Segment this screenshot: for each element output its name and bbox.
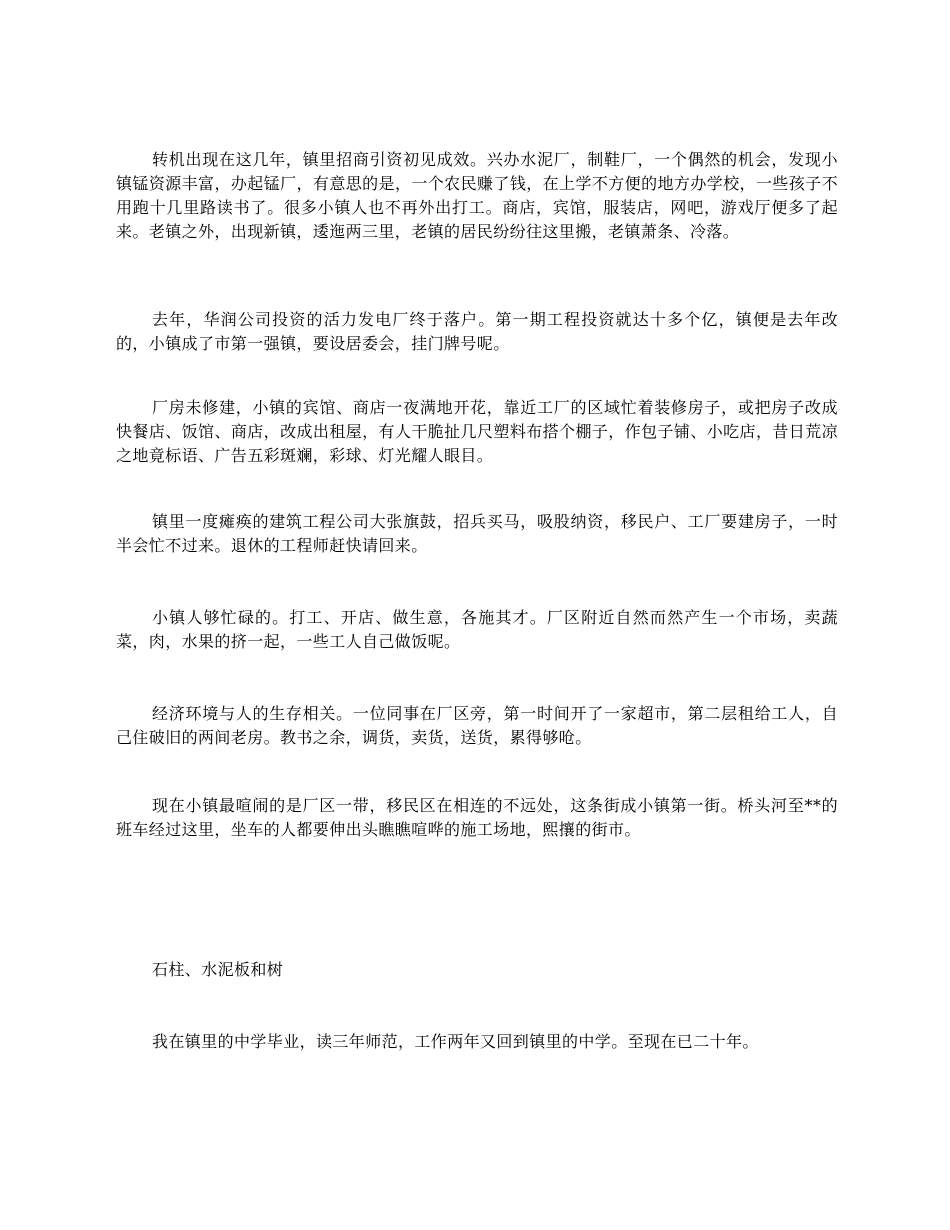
paragraph-3: 厂房未修建，小镇的宾馆、商店一夜满地开花，靠近工厂的区域忙着装修房子，或把房子改成快餐店、饭馆、商店，改成出租屋，有人干脆扯几尺塑料布搭个棚子，作包子铺、小吃店，昔日荒凉之地竟标语、广告五彩斑斓，彩球、灯光耀人眼目。 — [116, 398, 838, 465]
paragraph-1: 转机出现在这几年，镇里招商引资初见成效。兴办水泥厂，制鞋厂，一个偶然的机会，发现小镇锰资源丰富，办起锰厂，有意思的是，一个农民赚了钱，在上学不方便的地方办学校，一些孩子不用跑十几里路读书了。很多小镇人也不再外出打工。商店，宾馆，服装店，网吧，游戏厅便多了起来。老镇之外，出现新镇，逶迤两三里，老镇的居民纷纷往这里搬，老镇萧条、冷落。 — [116, 150, 838, 241]
paragraph-6: 经济环境与人的生存相关。一位同事在厂区旁，第一时间开了一家超市，第二层租给工人，自己住破旧的两间老房。教书之余，调货，卖货，送货，累得够呛。 — [116, 704, 838, 747]
paragraph-7: 现在小镇最喧闹的是厂区一带，移民区在相连的不远处，这条街成小镇第一街。桥头河至**的班车经过这里，坐车的人都要伸出头瞧瞧喧哗的施工场地，熙攘的街市。 — [116, 796, 838, 839]
section-heading: 石柱、水泥板和树 — [152, 960, 284, 979]
paragraph-2: 去年，华润公司投资的活力发电厂终于落户。第一期工程投资就达十多个亿，镇便是去年改的，小镇成了市第一强镇，要设居委会，挂门牌号呢。 — [116, 310, 838, 353]
paragraph-5: 小镇人够忙碌的。打工、开店、做生意，各施其才。厂区附近自然而然产生一个市场，卖蔬菜，肉，水果的挤一起，一些工人自己做饭呢。 — [116, 608, 838, 651]
closing-paragraph: 我在镇里的中学毕业，读三年师范，工作两年又回到镇里的中学。至现在已二十年。 — [152, 1032, 759, 1051]
paragraph-4: 镇里一度瘫痪的建筑工程公司大张旗鼓，招兵买马，吸股纳资，移民户、工厂要建房子，一时半会忙不过来。退休的工程师赶快请回来。 — [116, 512, 838, 555]
